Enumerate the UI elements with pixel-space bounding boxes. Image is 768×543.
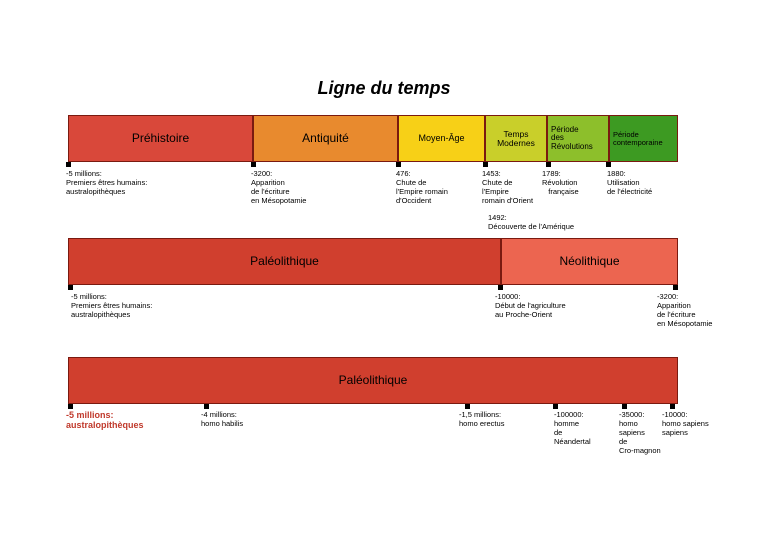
event-label: -35000: homo sapiens de Cro-magnon (619, 410, 661, 455)
event-label: -10000: Début de l'agriculture au Proche-Orient (495, 292, 566, 319)
segment-moyen-age (398, 115, 485, 162)
timeline-prehistory (68, 238, 678, 285)
tick-marker (606, 162, 611, 167)
segment-label: Moyen-Âge (418, 132, 465, 143)
tick-marker (68, 404, 73, 409)
tick-marker (251, 162, 256, 167)
event-label: 476: Chute de l'Empire romain d'Occident (396, 169, 448, 205)
event-label: -5 millions: Premiers êtres humains: australopithèques (66, 169, 148, 196)
segment-prehistoire (68, 115, 253, 162)
tick-marker (622, 404, 627, 409)
tick-marker (396, 162, 401, 167)
tick-marker (546, 162, 551, 167)
segment-temps-modernes (485, 115, 547, 162)
tick-marker (673, 285, 678, 290)
event-label: 1492: Découverte de l'Amérique (488, 213, 575, 231)
tick-marker (670, 404, 675, 409)
tick-marker (68, 285, 73, 290)
segment-paleolithique (68, 357, 678, 404)
event-label: -100000: homme de Néandertal (554, 410, 591, 446)
segment-periode-contemporaine (609, 115, 678, 162)
tick-marker (66, 162, 71, 167)
segment-paleolithique (68, 238, 501, 285)
segment-label: Période contemporaine (613, 129, 663, 147)
timeline-periods (68, 115, 678, 162)
event-label: -5 millions: Premiers êtres humains: australopithèques (71, 292, 153, 319)
tick-marker (498, 285, 503, 290)
segment-periode-revolutions (547, 115, 609, 162)
timeline-paleolithic (68, 357, 678, 404)
event-label: 1453: Chute de l'Empire romain d'Orient (482, 169, 534, 205)
event-label-highlight: -5 millions: australopithèques (66, 410, 144, 430)
segment-label: Période des Révolutions (551, 124, 593, 151)
segment-label: Temps Modernes (497, 128, 535, 148)
segment-label: Antiquité (302, 131, 349, 146)
segment-neolithique (501, 238, 678, 285)
event-label: 1789: Révolution française (542, 169, 579, 196)
event-label: -10000: homo sapiens sapiens (662, 410, 709, 437)
event-label: -3200: Apparition de l'écriture en Mésopotamie (251, 169, 307, 205)
tick-marker (483, 162, 488, 167)
segment-label: Paléolithique (338, 373, 408, 388)
segment-label: Préhistoire (131, 131, 190, 146)
tick-marker (204, 404, 209, 409)
segment-label: Paléolithique (250, 254, 319, 269)
segment-antiquite (253, 115, 398, 162)
segment-label: Néolithique (559, 254, 620, 269)
tick-marker (553, 404, 558, 409)
event-label: -4 millions: homo habilis (201, 410, 244, 428)
event-label: -1,5 millions: homo erectus (459, 410, 505, 428)
event-label: -3200: Apparition de l'écriture en Mésopotamie (657, 292, 713, 328)
page-title: Ligne du temps (317, 78, 451, 98)
event-label: 1880: Utilisation de l'électricité (607, 169, 653, 196)
tick-marker (465, 404, 470, 409)
